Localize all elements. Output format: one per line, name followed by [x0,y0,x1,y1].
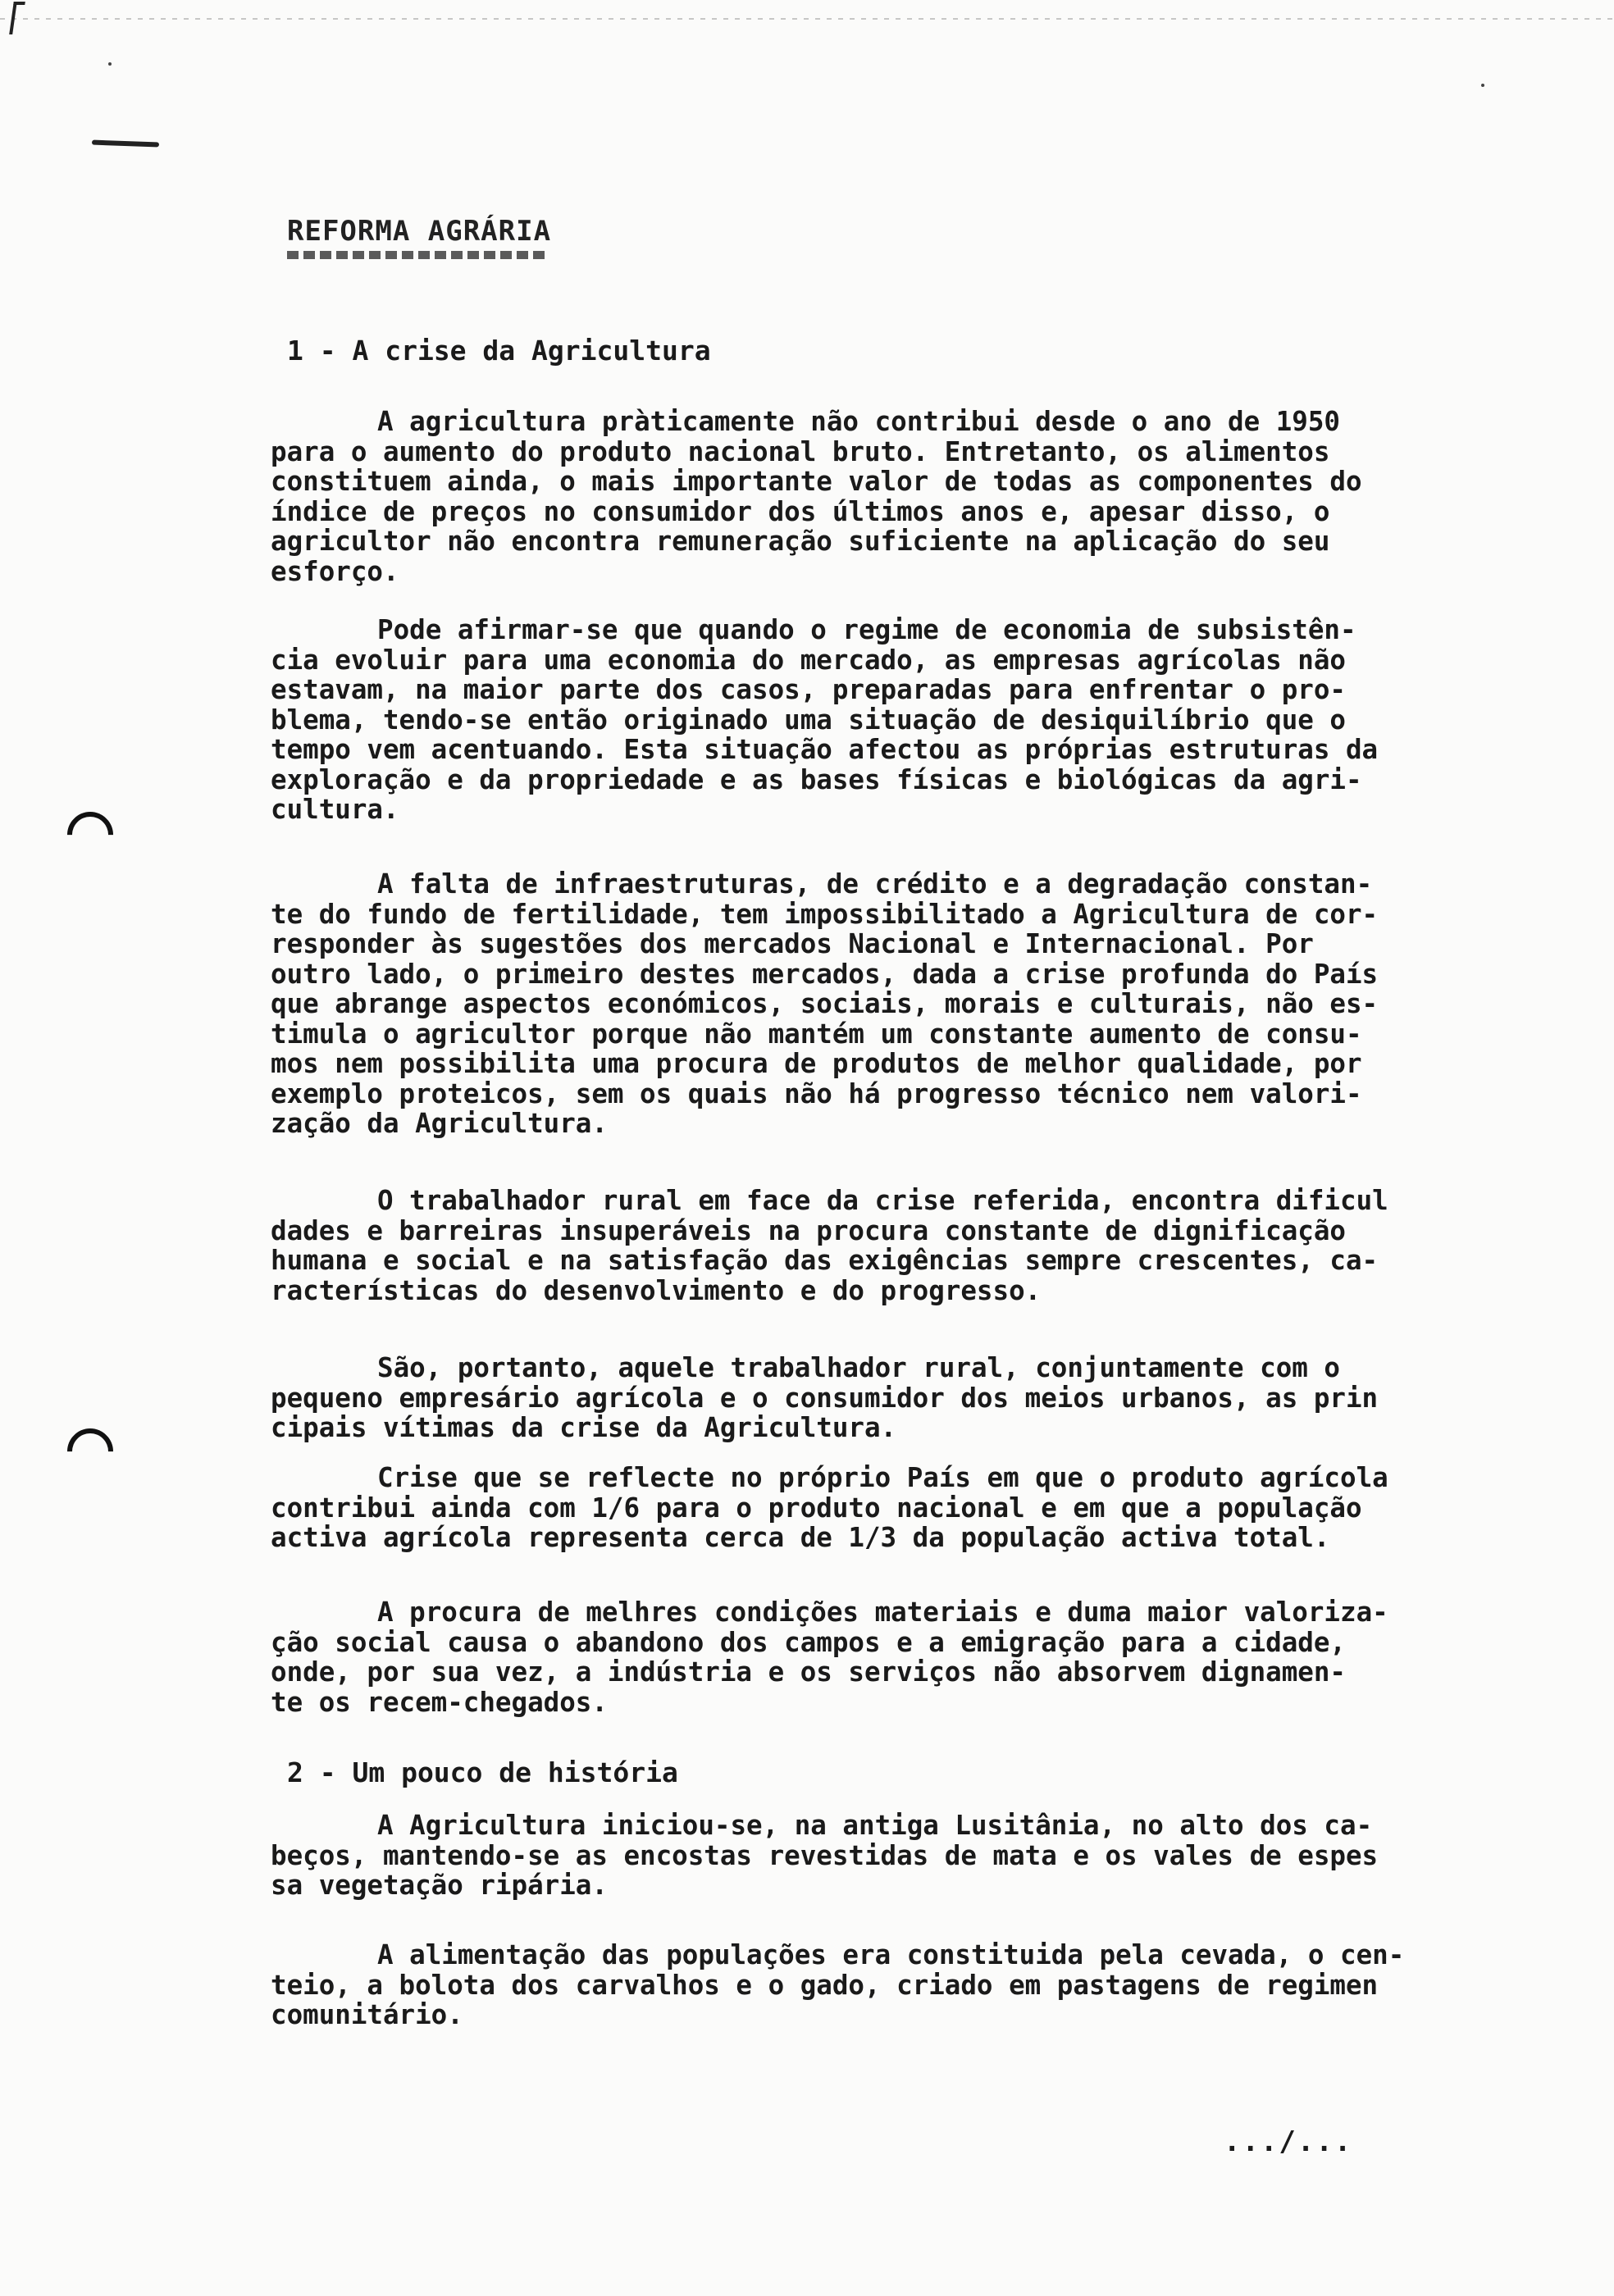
text-line: blema, tendo-se então originado uma situação de desiquilíbrio que o [271,704,1346,736]
page-continuation-mark: .../... [1224,2125,1353,2158]
text-line: humana e social e na satisfação das exigências sempre crescentes, ca- [271,1245,1379,1276]
text-line: activa agrícola representa cerca de 1/3 da população activa total. [271,1522,1330,1553]
scan-speck [108,62,112,66]
text-line: Pode afirmar-se que quando o regime de economia de subsistên- [377,614,1356,645]
text-line: mos nem possibilita uma procura de produtos de melhor qualidade, por [271,1048,1362,1079]
text-line: beços, mantendo-se as encostas revestidas de mata e os vales de espes [271,1839,1379,1871]
text-line: A alimentação das populações era constituida pela cevada, o cen- [377,1939,1405,1970]
text-line: pequeno empresário agrícola e o consumidor dos meios urbanos, as prin [271,1382,1379,1414]
text-line: dades e barreiras insuperáveis na procura constante de dignificação [271,1214,1346,1246]
scan-top-edge [0,18,1614,20]
text-line: racterísticas do desenvolvimento e do progresso. [271,1274,1042,1306]
text-line: sa vegetação ripária. [271,1870,608,1901]
paragraph [271,1811,1509,1901]
text-line: esforço. [271,555,399,587]
paragraph [271,1463,1509,1553]
text-line: zação da Agricultura. [271,1108,608,1139]
paragraph [271,1940,1509,2030]
paragraph [271,1597,1509,1717]
text-line: que abrange aspectos económicos, sociais, morais e culturais, não es- [271,988,1379,1019]
title-underline [287,251,549,259]
text-line: Crise que se reflecte no próprio País em que o produto agrícola [377,1462,1388,1493]
text-line: ção social causa o abandono dos campos e a emigração para a cidade, [271,1626,1346,1658]
text-line: te do fundo de fertilidade, tem impossibilitado a Agricultura de cor- [271,898,1379,930]
text-line: A Agricultura iniciou-se, na antiga Lusitânia, no alto dos ca- [377,1810,1373,1841]
text-line: agricultor não encontra remuneração suficiente na aplicação do seu [271,526,1330,557]
text-line: contribui ainda com 1/6 para o produto nacional e em que a população [271,1492,1362,1524]
text-line: teio, a bolota dos carvalhos e o gado, criado em pastagens de regimen [271,1969,1379,2001]
scan-speck [1481,84,1484,87]
text-line: exemplo proteicos, sem os quais não há progresso técnico nem valori- [271,1077,1362,1109]
section-2-heading: 2 - Um pouco de história [287,1756,678,1788]
paragraph [271,615,1509,825]
paragraph [271,869,1509,1139]
document-title: REFORMA AGRÁRIA [287,215,552,248]
text-line: responder às sugestões dos mercados Nacional e Internacional. Por [271,928,1314,959]
text-line: estavam, na maior parte dos casos, preparadas para enfrentar o pro- [271,674,1346,705]
text-line: O trabalhador rural em face da crise referida, encontra dificul [377,1185,1388,1216]
section-1-heading: 1 - A crise da Agricultura [287,335,711,367]
text-line: onde, por sua vez, a indústria e os serviços não absorvem dignamen- [271,1656,1346,1688]
text-line: A procura de melhres condições materiais e duma maior valoriza- [377,1597,1388,1628]
handwritten-dash-mark [92,140,159,148]
text-line: A agricultura pràticamente não contribui desde o ano de 1950 [377,406,1340,437]
text-line: comunitário. [271,1999,463,2030]
text-line: para o aumento do produto nacional bruto. Entretanto, os alimentos [271,435,1330,467]
text-line: constituem ainda, o mais importante valor de todas as componentes do [271,466,1362,497]
text-line: A falta de infraestruturas, de crédito e a degradação constan- [377,868,1373,900]
paragraph [271,407,1509,586]
text-line: outro lado, o primeiro destes mercados, dada a crise profunda do País [271,958,1379,990]
paragraph [271,1186,1509,1305]
punch-hole-mark [57,1419,122,1483]
text-line: cipais vítimas da crise da Agricultura. [271,1412,897,1443]
text-line: te os recem-chegados. [271,1686,608,1718]
text-line: cia evoluir para uma economia do mercado, as empresas agrícolas não [271,644,1346,676]
paragraph [271,1353,1509,1443]
text-line: cultura. [271,794,399,825]
text-line: índice de preços no consumidor dos últimos anos e, apesar disso, o [271,495,1330,527]
text-line: tempo vem acentuando. Esta situação afectou as próprias estruturas da [271,734,1379,765]
text-line: exploração e da propriedade e as bases físicas e biológicas da agri- [271,763,1362,795]
text-line: timula o agricultor porque não mantém um constante aumento de consu- [271,1018,1362,1050]
text-line: São, portanto, aquele trabalhador rural, conjuntamente com o [377,1352,1340,1383]
punch-hole-mark [57,802,122,867]
